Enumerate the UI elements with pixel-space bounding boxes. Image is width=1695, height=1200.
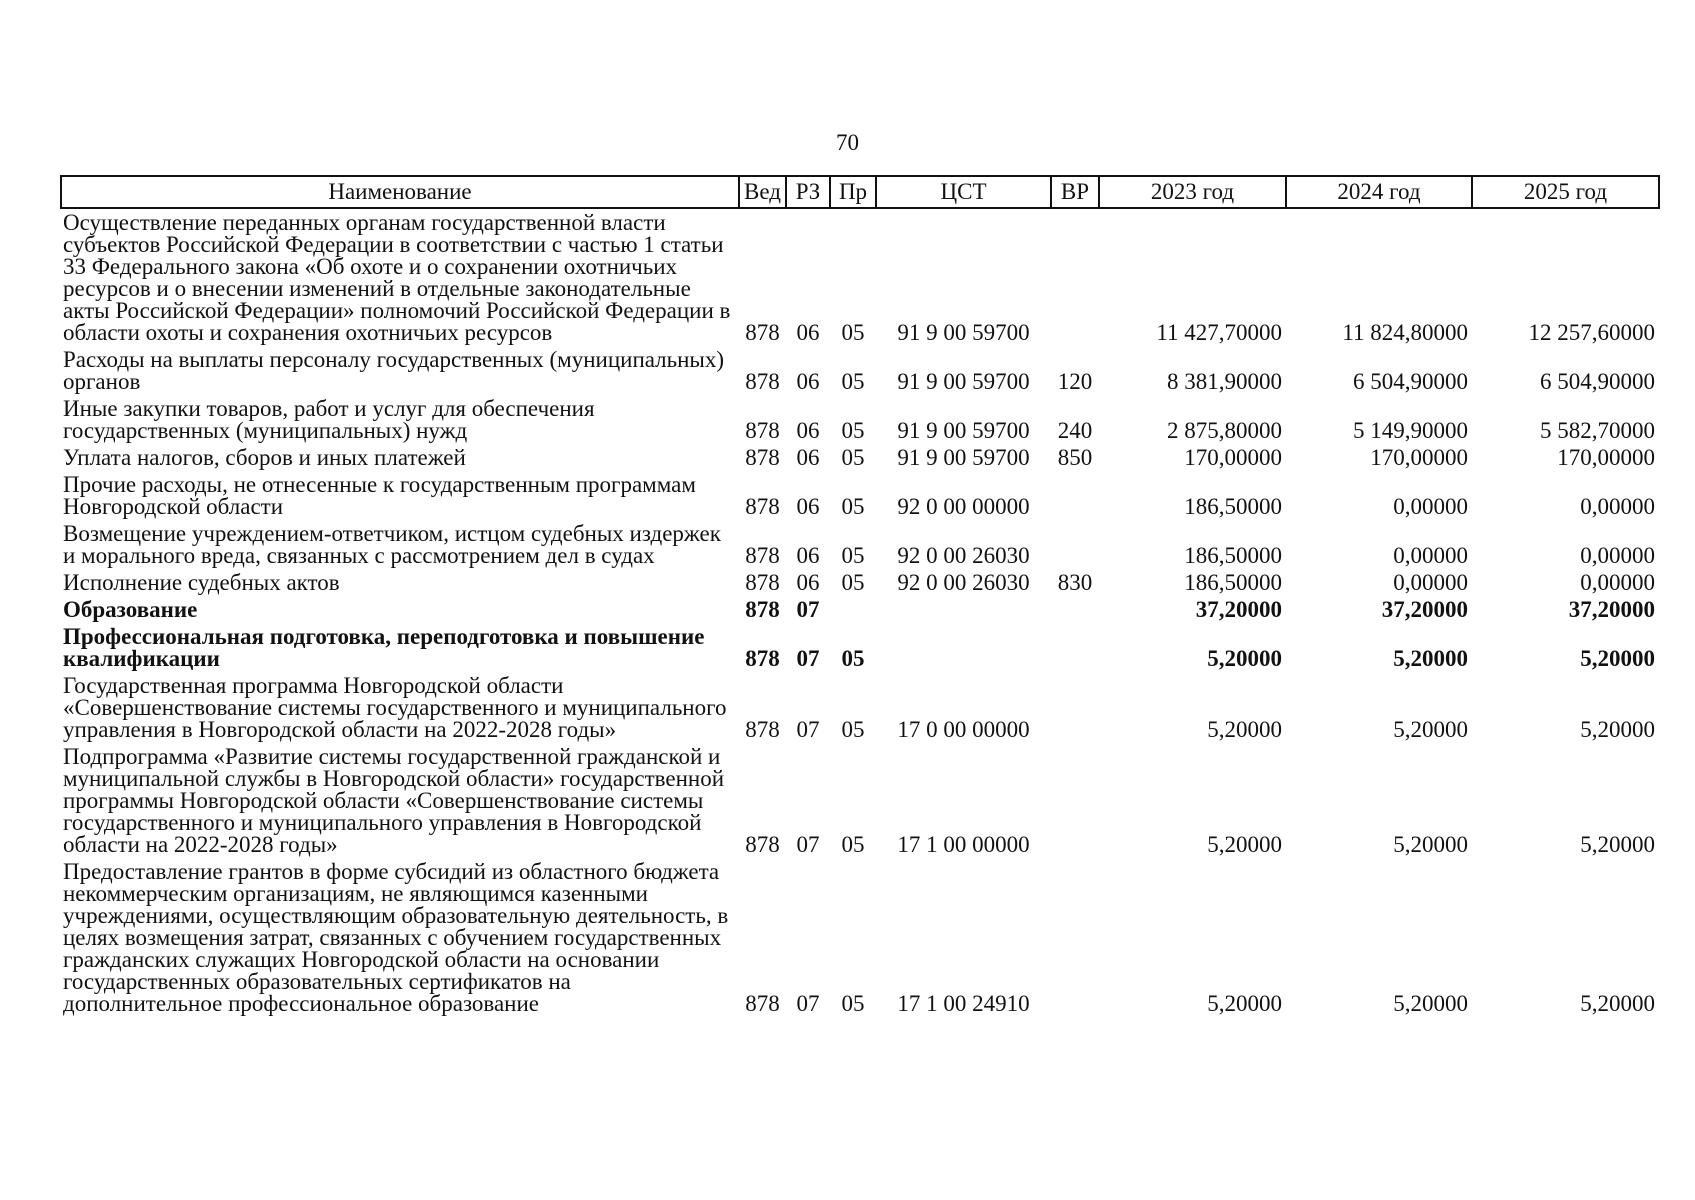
row-rz: 07 bbox=[796, 597, 820, 622]
header-name: Наименование bbox=[61, 176, 739, 208]
row-rz: 07 bbox=[796, 832, 820, 857]
row-rz: 06 bbox=[796, 445, 820, 470]
row-ved: 878 bbox=[745, 418, 780, 443]
row-2023: 186,50000 bbox=[1184, 494, 1282, 519]
row-ved: 878 bbox=[745, 717, 780, 742]
row-2024: 170,00000 bbox=[1370, 445, 1468, 470]
row-2023: 186,50000 bbox=[1184, 543, 1282, 568]
row-cst: 91 9 00 59700 bbox=[897, 418, 1030, 443]
table-row bbox=[61, 346, 1659, 395]
row-pr bbox=[830, 596, 876, 623]
row-2024: 0,00000 bbox=[1393, 570, 1468, 595]
header-pr: Пр bbox=[830, 176, 876, 208]
row-vr bbox=[1051, 471, 1099, 520]
page-number: 70 bbox=[836, 130, 859, 155]
row-vr bbox=[1051, 672, 1099, 743]
row-2024: 5 149,90000 bbox=[1353, 418, 1468, 443]
row-2023: 170,00000 bbox=[1184, 445, 1282, 470]
row-cst: 17 1 00 24910 bbox=[897, 991, 1030, 1016]
row-vr bbox=[1051, 743, 1099, 858]
row-2024: 5,20000 bbox=[1393, 991, 1468, 1016]
table-row bbox=[61, 471, 1659, 520]
row-cst: 91 9 00 59700 bbox=[897, 445, 1030, 470]
table-row bbox=[61, 858, 1659, 1017]
row-2024: 6 504,90000 bbox=[1353, 369, 1468, 394]
header-2024: 2024 год bbox=[1286, 176, 1472, 208]
row-vr bbox=[1051, 520, 1099, 569]
row-2023: 8 381,90000 bbox=[1167, 369, 1282, 394]
table-row bbox=[61, 672, 1659, 743]
row-rz: 07 bbox=[796, 646, 820, 671]
row-ved: 878 bbox=[745, 570, 780, 595]
header-ved: Вед bbox=[739, 176, 786, 208]
table-row bbox=[61, 444, 1659, 471]
row-vr bbox=[1051, 208, 1099, 346]
row-2024: 37,20000 bbox=[1381, 597, 1468, 622]
row-2024: 11 824,80000 bbox=[1342, 320, 1468, 345]
table-row bbox=[61, 208, 1659, 346]
row-name: Предоставление грантов в форме субсидий из областного бюджета некоммерческим организациям, не являющимся казенными учреждениями, осуществляющим образовательную деятельность, в целях возмещения затрат, связанных с обучением государственных гражданских служащих Новгородской области на основании государственных образовательных сертификатов на дополнительное профессиональное образование bbox=[63, 859, 729, 1016]
row-2025: 0,00000 bbox=[1580, 543, 1655, 568]
row-pr: 05 bbox=[841, 494, 865, 519]
row-vr bbox=[1051, 858, 1099, 1017]
table-row bbox=[61, 395, 1659, 444]
row-rz: 06 bbox=[796, 543, 820, 568]
row-cst bbox=[876, 596, 1051, 623]
row-2023: 5,20000 bbox=[1207, 646, 1282, 671]
row-cst bbox=[876, 623, 1051, 672]
row-pr: 05 bbox=[841, 445, 865, 470]
row-pr: 05 bbox=[841, 418, 865, 443]
row-cst: 17 1 00 00000 bbox=[897, 832, 1030, 857]
row-2023: 11 427,70000 bbox=[1156, 320, 1282, 345]
row-vr bbox=[1051, 623, 1099, 672]
row-2025: 5,20000 bbox=[1580, 832, 1655, 857]
row-2025: 5,20000 bbox=[1580, 717, 1655, 742]
row-2023: 5,20000 bbox=[1207, 832, 1282, 857]
table-row bbox=[61, 623, 1659, 672]
row-2023: 5,20000 bbox=[1207, 991, 1282, 1016]
row-pr: 05 bbox=[841, 320, 865, 345]
row-rz: 06 bbox=[796, 418, 820, 443]
row-rz: 06 bbox=[796, 570, 820, 595]
row-pr: 05 bbox=[841, 570, 865, 595]
row-2024: 0,00000 bbox=[1393, 494, 1468, 519]
row-2025: 5,20000 bbox=[1580, 646, 1655, 671]
row-vr bbox=[1051, 596, 1099, 623]
row-2025: 170,00000 bbox=[1557, 445, 1655, 470]
row-2025: 0,00000 bbox=[1580, 494, 1655, 519]
row-pr: 05 bbox=[841, 369, 865, 394]
row-name: Профессиональная подготовка, переподготовка и повышение квалификации bbox=[63, 624, 705, 671]
row-rz: 07 bbox=[796, 991, 820, 1016]
row-ved: 878 bbox=[745, 543, 780, 568]
row-name: Возмещение учреждением-ответчиком, истцом судебных издержек и морального вреда, связанных с рассмотрением дел в судах bbox=[63, 521, 721, 568]
row-2025: 6 504,90000 bbox=[1540, 369, 1655, 394]
row-ved: 878 bbox=[745, 445, 780, 470]
row-name: Подпрограмма «Развитие системы государственной гражданской и муниципальной службы в Новгородской области» государственной программы Новгородской области «Совершенствование системы государственного и муниципального управления в Новгородской области на 2022-2028 годы» bbox=[63, 744, 725, 857]
row-ved: 878 bbox=[745, 369, 780, 394]
table-row bbox=[61, 596, 1659, 623]
row-2023: 37,20000 bbox=[1195, 597, 1282, 622]
row-rz: 06 bbox=[796, 494, 820, 519]
table-row bbox=[61, 569, 1659, 596]
budget-table bbox=[60, 175, 1658, 1017]
row-name: Прочие расходы, не отнесенные к государственным программам Новгородской области bbox=[63, 472, 696, 519]
row-2025: 37,20000 bbox=[1568, 597, 1655, 622]
row-pr: 05 bbox=[841, 646, 865, 671]
row-rz: 06 bbox=[796, 320, 820, 345]
row-pr: 05 bbox=[841, 832, 865, 857]
header-vr: ВР bbox=[1051, 176, 1099, 208]
row-2023: 2 875,80000 bbox=[1167, 418, 1282, 443]
row-ved: 878 bbox=[745, 320, 780, 345]
row-vr: 830 bbox=[1057, 570, 1093, 595]
table-row bbox=[61, 520, 1659, 569]
row-name: Иные закупки товаров, работ и услуг для обеспечения государственных (муниципальных) нужд bbox=[63, 396, 595, 443]
row-2024: 5,20000 bbox=[1393, 717, 1468, 742]
row-ved: 878 bbox=[745, 646, 780, 671]
row-2025: 5,20000 bbox=[1580, 991, 1655, 1016]
row-name: Образование bbox=[63, 597, 198, 622]
row-ved: 878 bbox=[745, 494, 780, 519]
row-2024: 5,20000 bbox=[1393, 646, 1468, 671]
header-2025: 2025 год bbox=[1472, 176, 1659, 208]
table-header-row bbox=[61, 176, 1659, 208]
row-2024: 0,00000 bbox=[1393, 543, 1468, 568]
table-row bbox=[61, 743, 1659, 858]
row-ved: 878 bbox=[745, 832, 780, 857]
row-name: Уплата налогов, сборов и иных платежей bbox=[63, 445, 466, 470]
row-2024: 5,20000 bbox=[1393, 832, 1468, 857]
row-ved: 878 bbox=[745, 991, 780, 1016]
header-rz: РЗ bbox=[786, 176, 830, 208]
row-cst: 17 0 00 00000 bbox=[897, 717, 1030, 742]
header-2023: 2023 год bbox=[1099, 176, 1286, 208]
row-rz: 06 bbox=[796, 369, 820, 394]
row-name: Государственная программа Новгородской области «Совершенствование системы государственного и муниципального управления в Новгородской области на 2022-2028 годы» bbox=[63, 673, 727, 742]
row-pr: 05 bbox=[841, 543, 865, 568]
row-vr: 120 bbox=[1057, 369, 1093, 394]
row-cst: 91 9 00 59700 bbox=[897, 369, 1030, 394]
row-name: Осуществление переданных органам государственной власти субъектов Российской Федерации в соответствии с частью 1 статьи 33 Федерального закона «Об охоте и о сохранении охотничьих ресурсов и о внесении изменений в отдельные законодательные акты Российской Федерации» полномочий Российской Федерации в области охоты и сохранения охотничьих ресурсов bbox=[63, 210, 731, 345]
row-pr: 05 bbox=[841, 717, 865, 742]
row-ved: 878 bbox=[745, 597, 780, 622]
row-2025: 5 582,70000 bbox=[1540, 418, 1655, 443]
row-pr: 05 bbox=[841, 991, 865, 1016]
row-cst: 91 9 00 59700 bbox=[897, 320, 1030, 345]
header-cst: ЦСТ bbox=[876, 176, 1051, 208]
row-name: Расходы на выплаты персоналу государственных (муниципальных) органов bbox=[63, 347, 725, 394]
row-vr: 850 bbox=[1057, 445, 1093, 470]
row-rz: 07 bbox=[796, 717, 820, 742]
row-name: Исполнение судебных актов bbox=[63, 570, 340, 595]
row-vr: 240 bbox=[1057, 418, 1093, 443]
row-2025: 12 257,60000 bbox=[1528, 320, 1655, 345]
row-2023: 186,50000 bbox=[1184, 570, 1282, 595]
row-2025: 0,00000 bbox=[1580, 570, 1655, 595]
row-cst: 92 0 00 26030 bbox=[897, 570, 1030, 595]
row-cst: 92 0 00 00000 bbox=[897, 494, 1030, 519]
row-2023: 5,20000 bbox=[1207, 717, 1282, 742]
row-cst: 92 0 00 26030 bbox=[897, 543, 1030, 568]
